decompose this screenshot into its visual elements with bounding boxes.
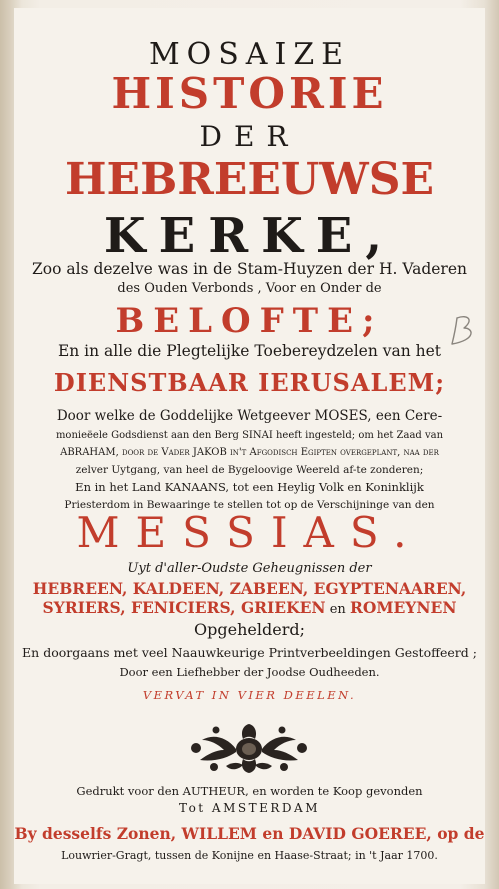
body-line-15: Door een Liefhebber der Joodse Oudheeden. (119, 665, 380, 679)
imprint-line-1: Gedrukt voor den AUTHEUR, en worden te Koop gevonden (76, 784, 423, 798)
body-line-6: ABRAHAM, door de Vader JAKOB in't Afgodisch Egipten overgeplant, naa der (60, 447, 439, 458)
belofte-heading: BELOFTE; (115, 301, 384, 341)
imprint-line-3: By desselfs Zonen, WILLEM en DAVID GOEREE, op de (14, 824, 485, 843)
title-hebreeuwse: HEBREEUWSE (64, 154, 435, 205)
messias-heading: MESSIAS. (76, 508, 423, 557)
body-line-8: En in het Land KANAANS, tot een Heylig Volk en Koninklijk (75, 480, 424, 494)
body-line-10: Uyt d'aller-Oudste Geheugnissen der (127, 561, 372, 576)
body-line-4: Door welke de Goddelijke Wetgeever MOSES, een Cere- (56, 408, 443, 424)
peoples-line-2a: SYRIERS, FENICIERS, GRIEKEN (42, 598, 326, 617)
body-line-13: Opgehelderd; (194, 620, 305, 639)
body-line-1: Zoo als dezelve was in de Stam-Huyzen der H. Vaderen (32, 260, 467, 278)
body-line-2: des Ouden Verbonds , Voor en Onder de (117, 281, 382, 296)
peoples-line-2c: ROMEYNEN (349, 598, 457, 617)
peoples-line-2 (0, 600, 499, 616)
body-line-3: En in alle die Plegtelijke Toebereydzelen van het (57, 342, 442, 360)
title-kerke: KERKE, (103, 208, 396, 264)
title-mosaize: MOSAIZE (148, 37, 351, 72)
dienstbaar-heading: DIENSTBAAR IERUSALEM; (53, 368, 446, 397)
title-der: DER (199, 120, 300, 153)
imprint-line-2: Tot AMSTERDAM (179, 801, 320, 815)
body-line-14: En doorgaans met veel Naauwkeurige Printverbeeldingen Gestoffeerd ; (22, 645, 477, 660)
handwritten-mark (448, 314, 480, 348)
body-line-9: Priesterdom in Bewaaringe te stellen tot op de Verschijninge van den (64, 499, 435, 511)
peoples-line-1: HEBREEN, KALDEEN, ZABEEN, EGYPTENAAREN, (32, 579, 467, 598)
floral-ornament-icon (188, 722, 310, 774)
body-line-7: zelver Uytgang, van heel de Bygeloovige Weereld af-te zonderen; (75, 464, 424, 476)
title-historie: HISTORIE (111, 69, 388, 118)
vervat-heading: VERVAT IN VIER DEELEN. (142, 688, 357, 702)
imprint-line-4: Louwrier-Gragt, tussen de Konijne en Haase-Straat; in 't Jaar 1700. (61, 849, 438, 862)
body-line-5: monieëele Godsdienst aan den Berg SINAI heeft ingesteld; om het Zaad van (55, 430, 444, 441)
peoples-line-2-conjunction: en (325, 602, 350, 617)
